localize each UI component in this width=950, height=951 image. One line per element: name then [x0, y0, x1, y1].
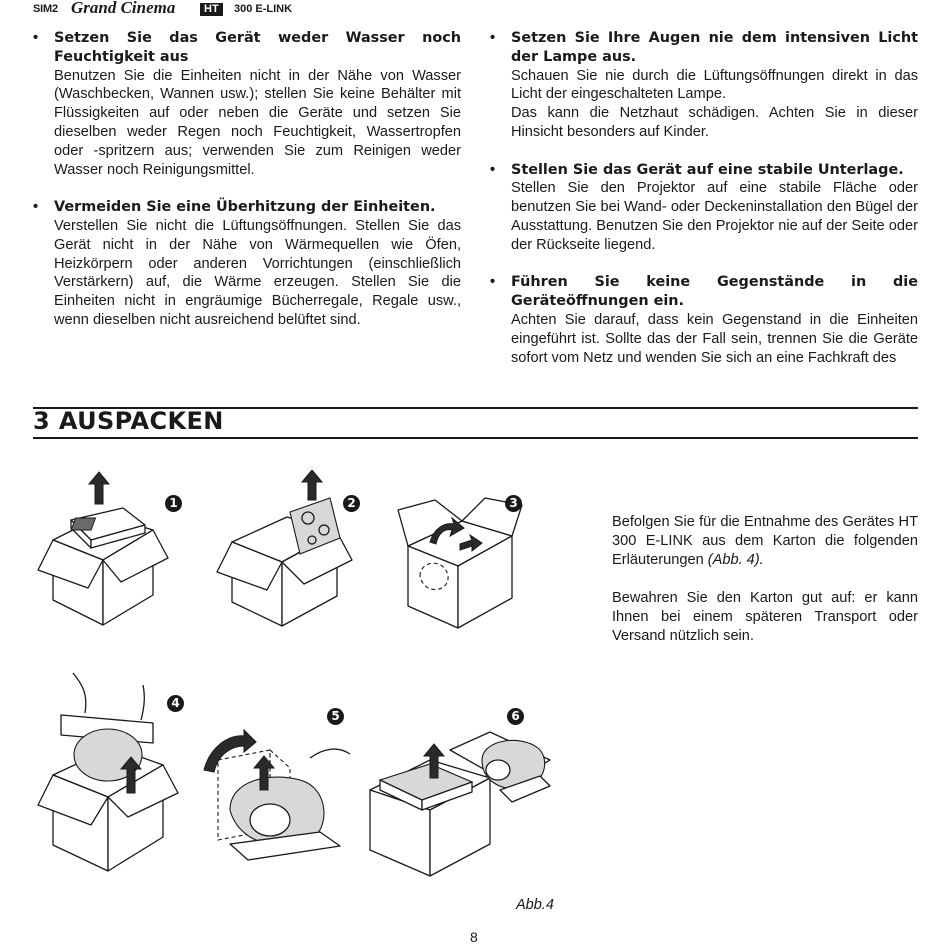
- step-4-illustration: [33, 665, 183, 885]
- page-number: 8: [470, 929, 478, 945]
- section-rule-bottom: [33, 437, 918, 439]
- step-6-illustration: [350, 720, 560, 880]
- figure-caption: Abb.4: [516, 897, 554, 913]
- item-body: Achten Sie darauf, dass kein Gegenstand in die Einheiten eingeführt ist. Sollte das der Fall sein, trennen Sie die Geräte sofort vom Netz und wenden Sie sich an eine Fachkraft des: [511, 311, 918, 366]
- item-body: Schauen Sie nie durch die Lüftungsöffnungen direkt in das Licht der eingeschalteten Lampe.: [511, 67, 918, 103]
- safety-item-stable-surface: [490, 161, 918, 255]
- safety-item-water: [33, 29, 461, 179]
- unpack-instructions: [612, 513, 918, 570]
- bullet-icon: •: [490, 161, 496, 178]
- item-body: Verstellen Sie nicht die Lüftungsöffnungen. Stellen Sie das Gerät nicht in der Nähe von Wärmequellen wie Öfen, Heizkörpern oder anderen Vorrichtungen (einschließlich Verstärkern) auf, die Wärme erzeugen. Stellen Sie die Einheiten nicht in engräumige Bücherregale, Regale usw., wenn dieselben nicht ausreichend belüftet sind.: [54, 217, 461, 328]
- item-body: Stellen Sie den Projektor auf eine stabile Fläche oder benutzen Sie bei Wand- oder Deckeninstallation den Bügel der Ausstattung. Benutzen Sie den Projektor nie auf der Seite oder der Rückseite liegend.: [511, 180, 918, 253]
- step-badge-5: 5: [327, 708, 344, 725]
- item-title: Setzen Sie das Gerät weder Wasser noch Feuchtigkeit aus: [54, 30, 461, 65]
- keep-box-note: Bewahren Sie den Karton gut auf: er kann Ihnen bei einem späteren Transport oder Versand nützlich sein.: [612, 590, 918, 644]
- step-2-illustration: [212, 470, 362, 630]
- model-name: 300 E-LINK: [234, 3, 293, 15]
- instructions-text: Befolgen Sie für die Entnahme des Gerätes HT 300 E-LINK aus dem Karton die folgenden Erläuterungen: [612, 514, 918, 568]
- step-badge-2: 2: [343, 495, 360, 512]
- bullet-icon: •: [33, 199, 39, 216]
- safety-item-lamp-light: [490, 29, 918, 142]
- right-column: [490, 29, 918, 386]
- bullet-icon: •: [33, 30, 39, 46]
- item-title: Führen Sie keine Gegenstände in die Geräteöffnungen ein.: [511, 274, 918, 310]
- step-badge-3: 3: [505, 495, 522, 512]
- left-column: [33, 29, 461, 349]
- item-title: Vermeiden Sie eine Überhitzung der Einheiten.: [54, 199, 436, 216]
- brand-logo: SIM2: [33, 3, 58, 15]
- step-badge-4: 4: [167, 695, 184, 712]
- item-body-2: Das kann die Netzhaut schädigen. Achten Sie in dieser Hinsicht besonders auf Kinder.: [511, 105, 918, 140]
- item-body: Benutzen Sie die Einheiten nicht in der Nähe von Wasser (Waschbecken, Wannen usw.); stellen Sie keine Behälter mit Flüssigkeiten auf oder neben die Geräte und setzen Sie dieselben weder Regen noch Feuchtigkeit, Wassertropfen oder -spritzern aus; verwenden Sie zum Reinigen weder Wasser noch Reinigungsmittel.: [54, 67, 461, 178]
- safety-item-overheating: [33, 198, 461, 330]
- section-number: 3: [33, 407, 51, 435]
- safety-item-no-objects: [490, 273, 918, 367]
- step-badge-1: 1: [165, 495, 182, 512]
- section-title: AUSPACKEN: [58, 407, 224, 435]
- product-name: Grand Cinema: [71, 0, 176, 17]
- step-badge-6: 6: [507, 708, 524, 725]
- bullet-icon: •: [490, 30, 496, 46]
- product-badge: HT: [200, 3, 223, 16]
- item-title: Stellen Sie das Gerät auf eine stabile Unterlage.: [511, 161, 904, 178]
- bullet-icon: •: [490, 274, 496, 291]
- step-5-illustration: [200, 720, 360, 870]
- item-title: Setzen Sie Ihre Augen nie dem intensiven Licht der Lampe aus.: [511, 30, 918, 65]
- step-1-illustration: [33, 470, 173, 630]
- figure-reference: (Abb. 4).: [707, 552, 764, 568]
- section-heading: [33, 407, 224, 435]
